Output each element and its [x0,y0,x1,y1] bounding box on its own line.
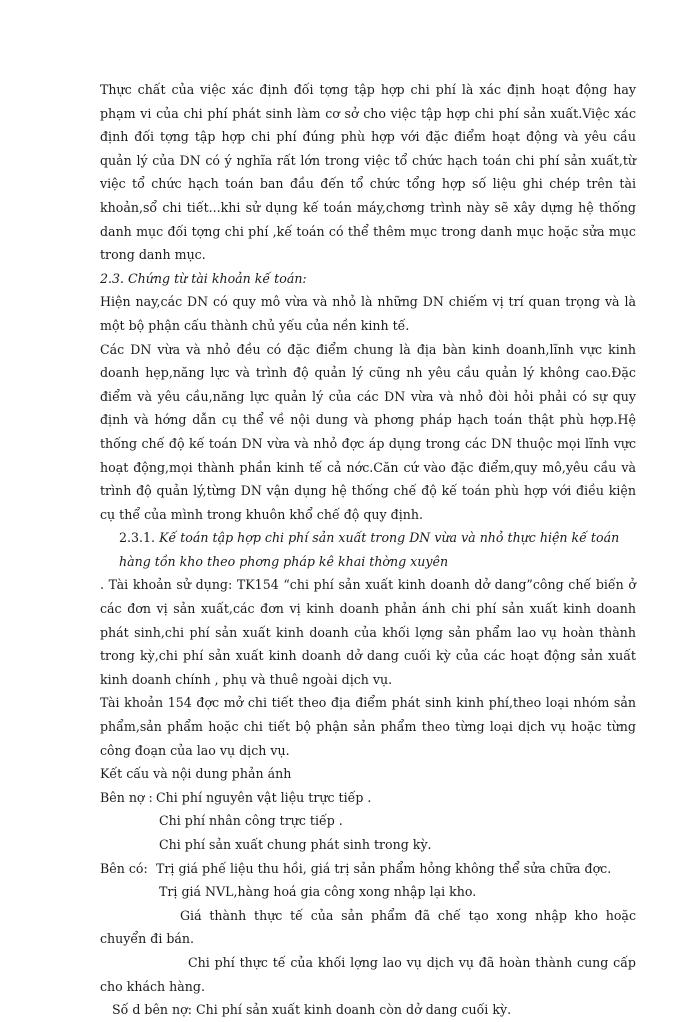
debit-label: Bên nợ : [100,789,153,805]
structure-heading: Kết cấu và nội dung phản ánh [100,766,292,782]
debit-side-row [100,786,636,810]
credit-label: Bên có: [100,860,148,876]
credit-item-3: Giá thành thực tế của sản phẩm đã chế tạo xong nhập kho hoặc chuyển đi bán. [100,907,636,947]
debit-balance-line: Số d bên nợ: Chi phí sản xuất kinh doanh còn dở dang cuối kỳ. [112,1002,512,1018]
paragraph-sme-features: Các DN vừa và nhỏ đều có đặc điểm chung là địa bàn kinh doanh,lĩnh vực kinh doanh hẹp,năng lực và trình độ quản lý cũng nh yêu cầu quản lý không cao.Đặc điểm và yêu cầu,năng lực quản lý của các DN vừa và nhỏ đòi hỏi phải có sự quy định và hớng dẫn cụ thể về nội dung và phơng pháp hạch toán thật phù hợp.Hệ thống chế độ kế toán DN vừa và nhỏ đợc áp dụng trong các DN thuộc mọi lĩnh vực hoạt động,mọi thành phần kinh tế cả nớc.Căn cứ vào đặc điểm,quy mô,yêu cầu và trình độ quản lý,từng DN vận dụng hệ thống chế độ kế toán phù hợp với điều kiện cụ thể của mình trong khuôn khổ chế độ quy định. [100,341,636,522]
credit-side-row [100,857,636,881]
credit-item-2: Trị giá NVL,hàng hoá gia công xong nhập lại kho. [159,884,477,900]
section-heading-2-3-1 [100,526,636,573]
credit-item-4: Chi phí thực tế của khối lợng lao vụ dịch vụ đã hoàn thành cung cấp cho khách hàng. [100,954,636,994]
debit-item-1: Chi phí nguyên vật liệu trực tiếp . [156,789,372,805]
section-heading-2-3: 2.3. Chứng từ tài khoản kế toán: [100,270,307,286]
section-title: Kế toán tập hợp chi phí sản xuất trong DN vừa và nhỏ thực hiện kế toán hàng tồn kho theo phơng pháp kê khai thờng xuyên [119,530,620,569]
paragraph-account-used: . Tài khoản sử dụng: TK154 “chi phí sản xuất kinh doanh dở dang”công chế biến ở các đơn vị sản xuất,các đơn vị kinh doanh phản ánh chi phí sản xuất kinh doanh phát sinh,chi phí sản xuất kinh doanh của khối lợng sản phẩm lao vụ hoàn thành trong kỳ,chi phí sản xuất kinh doanh dở dang cuối kỳ của các hoạt động sản xuất kinh doanh chính , phụ và thuê ngoài dịch vụ. [100,577,636,687]
credit-item-1: Trị giá phế liệu thu hồi, giá trị sản phẩm hỏng không thể sửa chữa đợc. [156,860,612,876]
paragraph-cost-object: Thực chất của việc xác định đối tợng tập hợp chi phí là xác định hoạt động hay phạm vi của chi phí phát sinh làm cơ sở cho việc tập hợp chi phí sản xuất.Việc xác định đối tợng tập hợp chi phí đúng phù hợp với đặc điểm hoạt động và yêu cầu quản lý của DN có ý nghĩa rất lớn trong việc tổ chức hạch toán chi phí sản xuất,từ việc tổ chức hạch toán ban đầu đến tổ chức tổng hợp số liệu ghi chép trên tài khoản,sổ chi tiết...khi sử dụng kế toán máy,chơng trình này sẽ xây dựng hệ thống danh mục đối tợng chi phí ,kế toán có thể thêm mục trong danh mục hoặc sửa mục trong danh mục. [100,82,636,263]
document-page [100,78,636,1022]
debit-item-2: Chi phí nhân công trực tiếp . [159,813,343,829]
section-number: 2.3.1. [119,530,156,546]
debit-item-3: Chi phí sản xuất chung phát sinh trong kỳ. [159,837,432,852]
paragraph-account-154: Tài khoản 154 đợc mở chi tiết theo địa điểm phát sinh kinh phí,theo loại nhóm sản phẩm,sản phẩm hoặc chi tiết bộ phận sản phẩm theo từng loại dịch vụ hoặc từng công đoạn của lao vụ dịch vụ. [100,695,636,758]
paragraph-sme-role: Hiện nay,các DN có quy mô vừa và nhỏ là những DN chiếm vị trí quan trọng và là một bộ phận cấu thành chủ yếu của nền kinh tế. [100,294,636,333]
